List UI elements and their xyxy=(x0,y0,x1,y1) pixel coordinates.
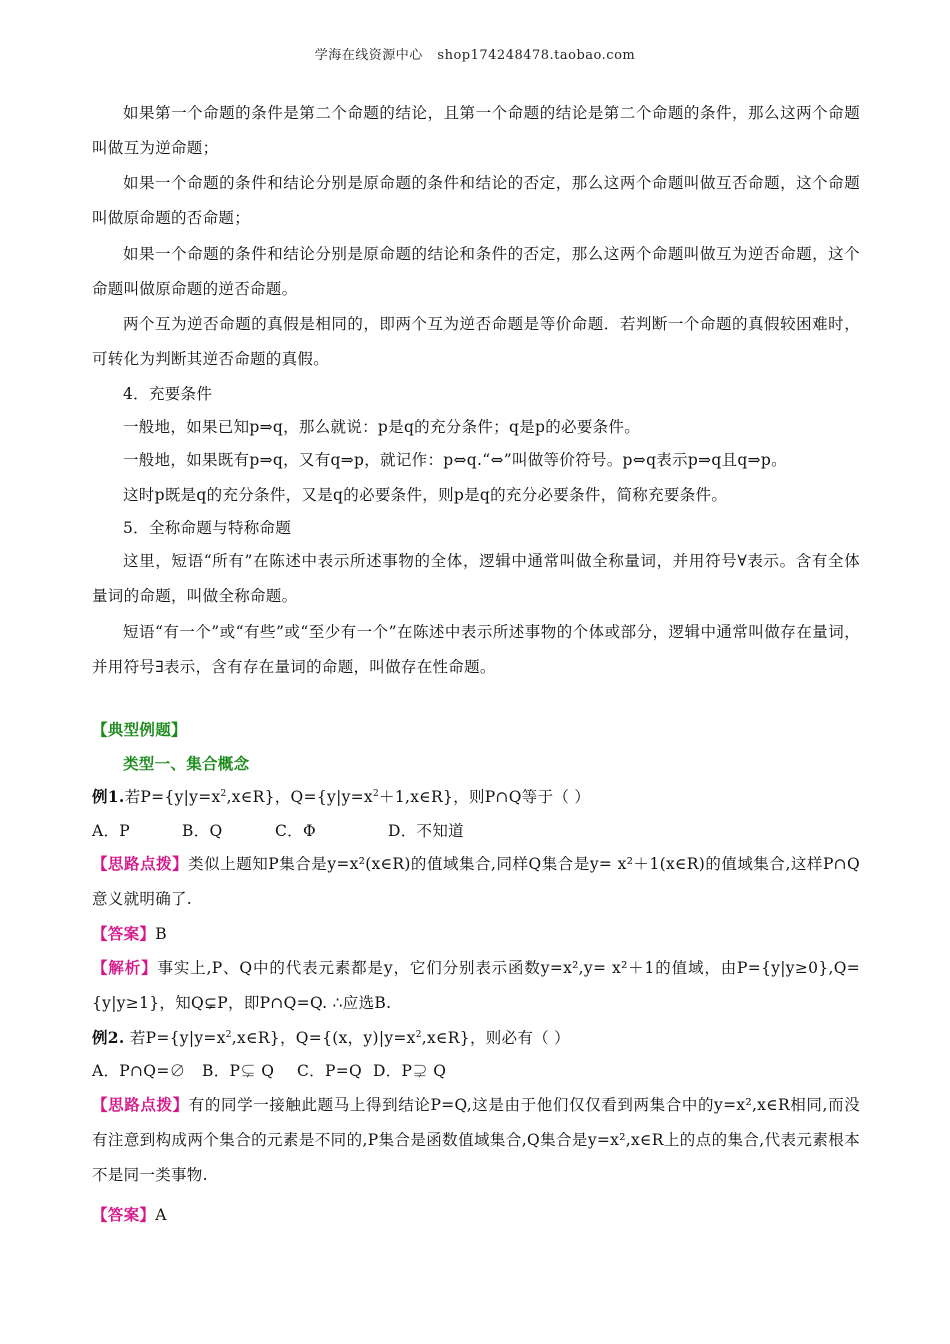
section-5-title: 5．全称命题与特称命题 xyxy=(123,519,292,537)
header-site-name: 学海在线资源中心 xyxy=(314,48,423,63)
hint-text: 有的同学一接触此题马上得到结论P=Q,这是由于他们仅仅看到两集合中的y=x²,x∈R相同,而没有注意到构成两个集合的元素是不同的,P集合是函数值域集合,Q集合是y=x²,x∈R上的点的集合,代表元素根本不是同一类事物. xyxy=(92,1096,860,1184)
section-4-line-1: 一般地，如果已知p⇒q，那么就说：p是q的充分条件；q是p的必要条件。 xyxy=(123,418,641,436)
examples-heading: 【典型例题】 xyxy=(92,720,187,739)
example-1-analysis xyxy=(92,950,860,1021)
hint-tag: 【思路点拨】 xyxy=(92,1095,189,1114)
example-1-question-part: 若P={y|y=x xyxy=(124,788,221,806)
hint-text: 类似上题知P集合是y=x²(x∈R)的值域集合,同样Q集合是y= x²＋1(x∈R)的值域集合,这样P∩Q意义就明确了. xyxy=(92,855,860,908)
example-1-question-part: ＋1,x∈R}，则P∩Q等于（ ） xyxy=(379,788,591,806)
section-4-line-3: 这时p既是q的充分条件，又是q的必要条件，则p是q的充分必要条件，简称充要条件。 xyxy=(123,486,728,504)
option-d: D．P⊋ Q xyxy=(373,1062,447,1080)
example-1-answer xyxy=(92,922,862,946)
analysis-text: 事实上,P、Q中的代表元素都是y，它们分别表示函数y=x²,y= x²＋1的值域，由P={y|y≥0},Q={y|y≥1}，知Q⊊P，即P∩Q=Q. ∴应选B. xyxy=(92,959,860,1012)
example-1-options xyxy=(92,819,862,843)
analysis-tag: 【解析】 xyxy=(92,958,158,977)
example-1-label: 例1. xyxy=(92,787,125,806)
superscript: 2 xyxy=(372,788,380,799)
option-c: C．Φ xyxy=(275,822,316,840)
example-2-question-part: 若P={y|y=x xyxy=(124,1029,226,1047)
option-b: B．P⊊ Q xyxy=(202,1062,275,1080)
example-2-question-part: ,x∈R}，Q={(x，y)|y=x xyxy=(231,1029,416,1047)
example-1-hint xyxy=(92,846,860,917)
example-2-hint xyxy=(92,1087,860,1193)
answer-value: B xyxy=(155,925,167,943)
example-2-question xyxy=(92,1026,862,1050)
intro-paragraph-inverse: 如果一个命题的条件和结论分别是原命题的条件和结论的否定，那么这两个命题叫做互否命题，这个命题叫做原命题的否命题； xyxy=(92,174,860,227)
section-4-title: 4．充要条件 xyxy=(123,385,213,403)
section-5-paragraph-universal: 这里，短语“所有”在陈述中表示所述事物的全体，逻辑中通常叫做全称量词，并用符号∀表示。含有全体量词的命题，叫做全称命题。 xyxy=(92,552,860,605)
option-a: A．P∩Q=∅ xyxy=(92,1062,186,1080)
intro-paragraph-converse: 如果第一个命题的条件是第二个命题的结论，且第一个命题的结论是第二个命题的条件，那么这两个命题叫做互为逆命题； xyxy=(92,104,860,157)
example-2-answer xyxy=(92,1203,862,1227)
answer-tag: 【答案】 xyxy=(92,924,156,943)
superscript: 2 xyxy=(415,1029,422,1040)
option-d: D．不知道 xyxy=(388,822,464,840)
section-5-paragraph-existential: 短语“有一个”或“有些”或“至少有一个”在陈述中表示所述事物的个体或部分，逻辑中通常叫做存在量词，并用符号∃表示，含有存在量词的命题，叫做存在性命题。 xyxy=(92,623,860,676)
answer-value: A xyxy=(155,1206,167,1224)
option-a: A．P xyxy=(92,822,131,840)
type-1-heading: 类型一、集合概念 xyxy=(123,754,250,773)
example-1-question-part: ,x∈R}，Q={y|y=x xyxy=(226,788,373,806)
hint-tag: 【思路点拨】 xyxy=(92,854,189,873)
page-header xyxy=(0,44,950,63)
option-b: B．Q xyxy=(182,822,223,840)
example-2-question-part: ,x∈R}，则必有（ ） xyxy=(421,1029,570,1047)
example-1-question xyxy=(92,785,862,809)
example-2-label: 例2. xyxy=(92,1028,125,1047)
intro-paragraph-contrapositive: 如果一个命题的条件和结论分别是原命题的结论和条件的否定，那么这两个命题叫做互为逆否命题，这个命题叫做原命题的逆否命题。 xyxy=(92,245,860,298)
option-c: C．P=Q xyxy=(297,1062,362,1080)
superscript: 2 xyxy=(220,788,227,799)
example-2-options xyxy=(92,1059,862,1083)
superscript: 2 xyxy=(225,1029,232,1040)
section-4-line-2: 一般地，如果既有p⇒q，又有q⇒p，就记作：p⇔q.“⇔”叫做等价符号。p⇔q表示p⇒q且q⇒p。 xyxy=(123,451,787,469)
intro-paragraph-equivalence: 两个互为逆否命题的真假是相同的，即两个互为逆否命题是等价命题．若判断一个命题的真假较困难时，可转化为判断其逆否命题的真假。 xyxy=(92,315,860,368)
answer-tag: 【答案】 xyxy=(92,1205,156,1224)
header-shop-url: shop174248478.taobao.com xyxy=(437,48,636,63)
